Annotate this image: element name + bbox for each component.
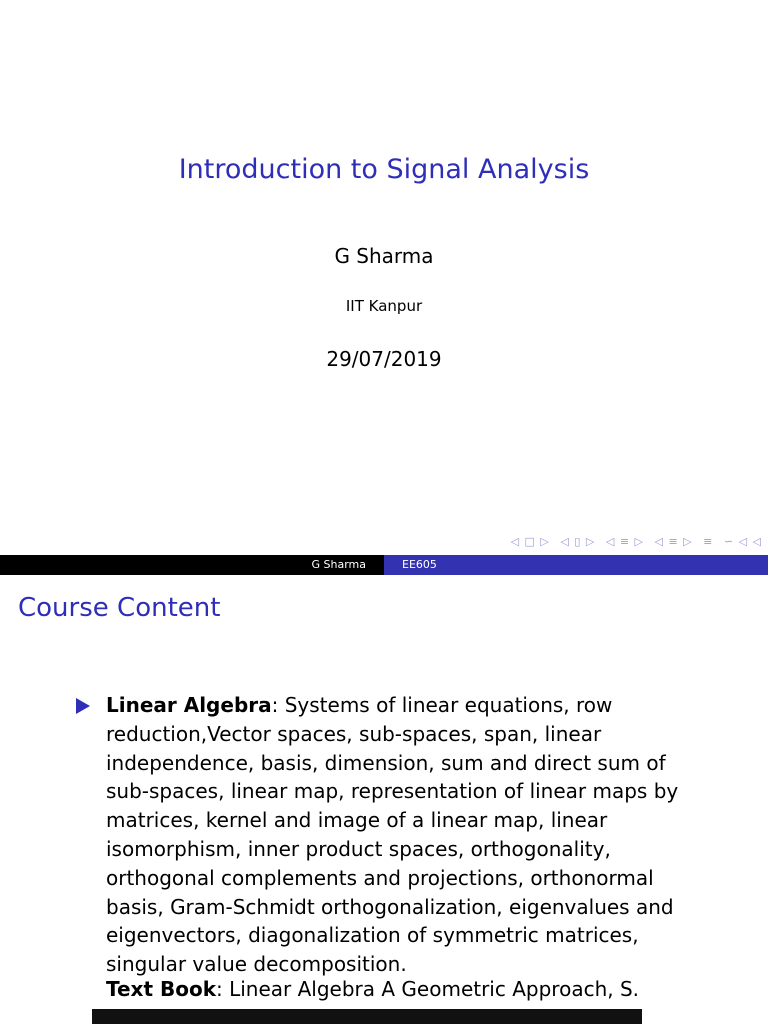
nav-document-icon[interactable]: ≡: [703, 535, 714, 548]
list-item-body: [106, 691, 698, 979]
footer-author: G Sharma: [0, 555, 384, 575]
frame-title: Course Content: [18, 593, 221, 623]
nav-subsection-icon[interactable]: ◁ ≡ ▷: [605, 535, 644, 548]
bottom-bar: [92, 1009, 642, 1024]
textbook-line: [106, 977, 639, 1001]
nav-search-icon[interactable]: ∽ ◁ ◁: [723, 535, 762, 548]
institute-name: IIT Kanpur: [345, 297, 423, 315]
nav-frame-icon[interactable]: ◁ ▯ ▷: [560, 535, 596, 548]
nav-section-icon[interactable]: ◁ ≡ ▷: [654, 535, 693, 548]
beamer-navigation-symbols[interactable]: [505, 535, 762, 548]
item-text: : Systems of linear equations, row reduction,Vector spaces, sub-spaces, span, linear independence, basis, dimension, sum and direct sum of sub-spaces, linear map, representation of linear maps by matrices, kernel and image of a linear map, linear isomorphism, inner product spaces, orthogonality, orthogonal complements and projections, orthonormal basis, Gram-Schmidt orthogonalization, eigenvalues and eigenvectors, diagonalization of symmetric matrices, singular value decomposition.: [106, 693, 679, 977]
presentation-date: 29/07/2019: [326, 347, 442, 371]
textbook-label: Text Book: [106, 977, 216, 1001]
presentation-title: Introduction to Signal Analysis: [178, 154, 590, 185]
list-item: [78, 691, 698, 979]
textbook-text: : Linear Algebra A Geometric Approach, S.: [216, 977, 640, 1001]
footer-course-code: EE605: [384, 555, 768, 575]
item-heading: Linear Algebra: [106, 693, 272, 717]
author-name: G Sharma: [334, 244, 434, 268]
slide-footer: [0, 555, 768, 575]
course-content-slide: [0, 575, 768, 1024]
triangle-bullet-icon: [76, 698, 90, 714]
nav-slide-icon[interactable]: ◁ □ ▷: [510, 535, 550, 548]
